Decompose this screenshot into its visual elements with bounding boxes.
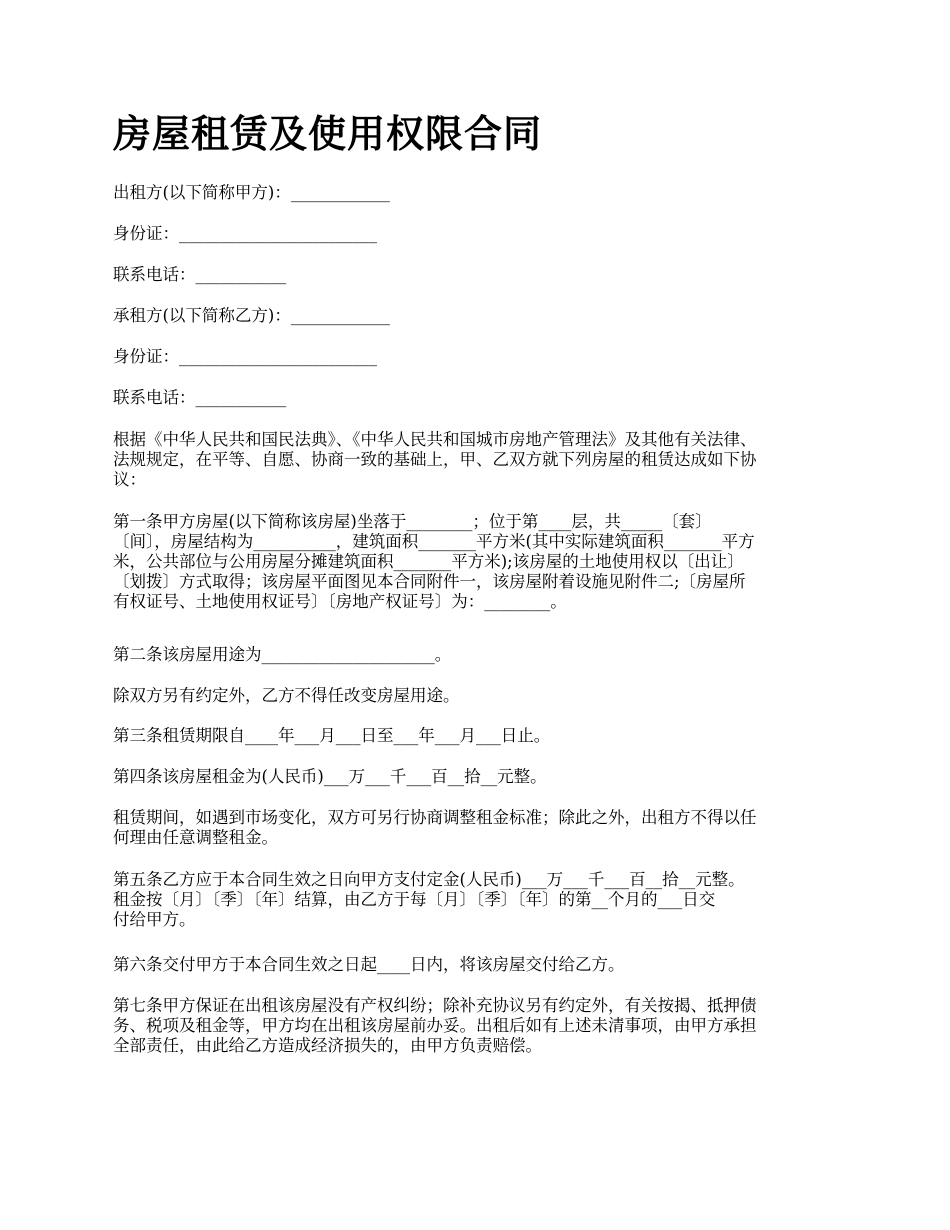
lessor-phone-line: 联系电话：___________ [113,265,287,284]
lessor-name-line: 出租方(以下简称甲方)：____________ [113,183,390,202]
article-6: 第六条交付甲方于本合同生效之日起____日内，将该房屋交付给乙方。 [113,955,625,974]
article-7: 第七条甲方保证在出租该房屋没有产权纠纷；除补充协议另有约定外，有关按揭、抵押债 务、税项及租金等，甲方均在出租该房屋前办妥。出租后如有上述未清事项，由甲方承担 全部责任，由此给乙方造成经济损失的，由甲方负责赔偿。 [113,996,757,1055]
article-5: 第五条乙方应于本合同生效之日向甲方支付定金(人民币)___万___千___百__拾__元整。 租金按〔月〕〔季〕〔年〕结算，由乙方于每〔月〕〔季〕〔年〕的第__个月的___日交 付给甲方。 [113,870,745,929]
article-4: 第四条该房屋租金为(人民币)___万___千___百__拾__元整。 [113,767,547,786]
article-2: 第二条该房屋用途为_____________________。 [113,645,452,664]
lessee-phone-line: 联系电话：___________ [113,388,287,407]
lessee-name-line: 承租方(以下简称乙方)：____________ [113,306,390,325]
lessor-id-line: 身份证：________________________ [113,224,377,243]
lessee-id-line: 身份证：________________________ [113,347,377,366]
page-title: 房屋租赁及使用权限合同 [113,112,543,156]
article-1: 第一条甲方房屋(以下简称该房屋)坐落于________；位于第____层，共_____〔套〕 〔间〕，房屋结构为__________，建筑面积_______平方米(其中实际建筑面积_______平方 米，公共部位与公用房屋分摊建筑面积_______平方米);该房屋的土地使用权以〔出让〕 〔划拨〕方式取得；该房屋平面图见本合同附件一，该房屋附着设施见附件二;〔房屋所 有权证号、土地使用权证号〕〔房地产权证号〕为：________。 [113,512,755,611]
preamble-paragraph: 根据《中华人民共和国民法典》、《中华人民共和国城市房地产管理法》及其他有关法律、 法规规定，在平等、自愿、协商一致的基础上，甲、乙双方就下列房屋的租赁达成如下协 议： [113,430,757,489]
article-3: 第三条租赁期限自____年___月___日至___年___月___日止。 [113,726,551,745]
rent-adjustment-clause: 租赁期间，如遇到市场变化，双方可另行协商调整租金标准；除此之外，出租方不得以任 何理由任意调整租金。 [113,808,757,847]
usage-clause: 除双方另有约定外，乙方不得任改变房屋用途。 [113,686,460,705]
